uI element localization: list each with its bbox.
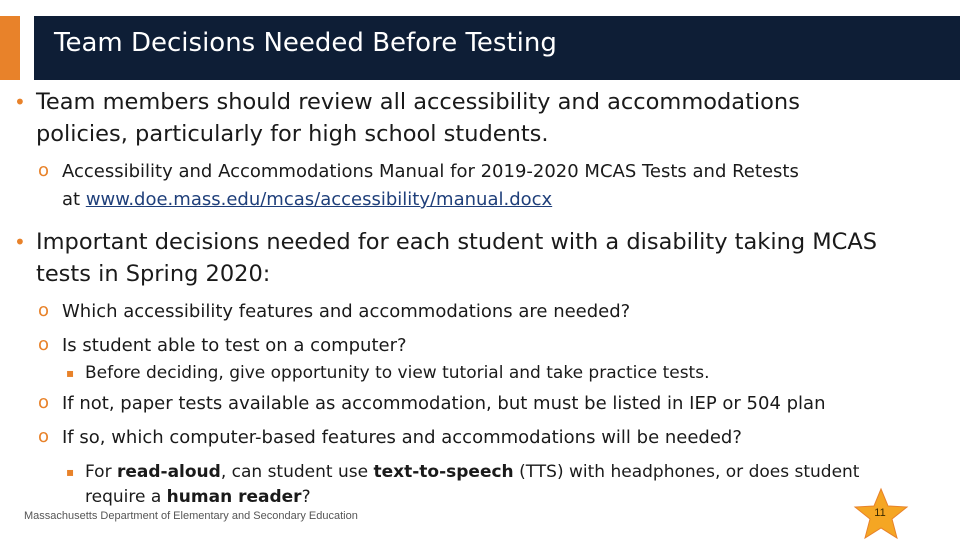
footer-organization: Massachusetts Department of Elementary and Secondary Education [24,510,358,522]
sub-bullet-text: Is student able to test on a computer? [62,335,407,356]
readaloud-line-1 [85,460,859,485]
circle-bullet-icon: o [38,392,50,413]
bullet-dot-icon: • [14,90,26,114]
slide-title: Team Decisions Needed Before Testing [54,28,557,58]
bullet-2-line-1: Important decisions needed for each student with a disability taking MCAS [36,229,878,255]
manual-line-1: Accessibility and Accommodations Manual for 2019-2020 MCAS Tests and Retests [62,161,799,182]
circle-bullet-icon: o [38,426,50,447]
circle-bullet-icon: o [38,334,50,355]
bold-text-to-speech: text-to-speech [373,462,514,482]
text-run: require a [85,487,167,507]
circle-bullet-icon: o [38,300,50,321]
circle-bullet-icon: o [38,160,50,181]
manual-at-text: at [62,189,86,210]
sub-sub-bullet-text: Before deciding, give opportunity to view tutorial and take practice tests. [85,363,710,383]
manual-link[interactable]: www.doe.mass.edu/mcas/accessibility/manual.docx [85,189,553,210]
text-run: ? [301,487,311,507]
bold-read-aloud: read-aloud [116,462,221,482]
sub-bullet-text: If not, paper tests available as accommodation, but must be listed in IEP or 504 plan [62,393,826,414]
square-bullet-icon: ▪ [66,366,75,380]
bold-human-reader: human reader [166,487,302,507]
bullet-dot-icon: • [14,230,26,254]
text-run: , can student use [220,462,374,482]
title-accent-bar [0,16,20,80]
text-run: (TTS) with headphones, or does student [513,462,860,482]
bullet-1-line-1: Team members should review all accessibility and accommodations [36,89,800,115]
square-bullet-icon: ▪ [66,465,75,479]
text-run: For [85,462,117,482]
bullet-1-line-2: policies, particularly for high school students. [36,121,549,147]
page-number: 11 [874,507,886,519]
sub-bullet-text: Which accessibility features and accommodations are needed? [62,301,631,322]
readaloud-line-2 [85,485,311,510]
sub-bullet-text: If so, which computer-based features and accommodations will be needed? [62,427,742,448]
bullet-2-line-2: tests in Spring 2020: [36,261,271,287]
manual-line-2 [62,186,552,214]
